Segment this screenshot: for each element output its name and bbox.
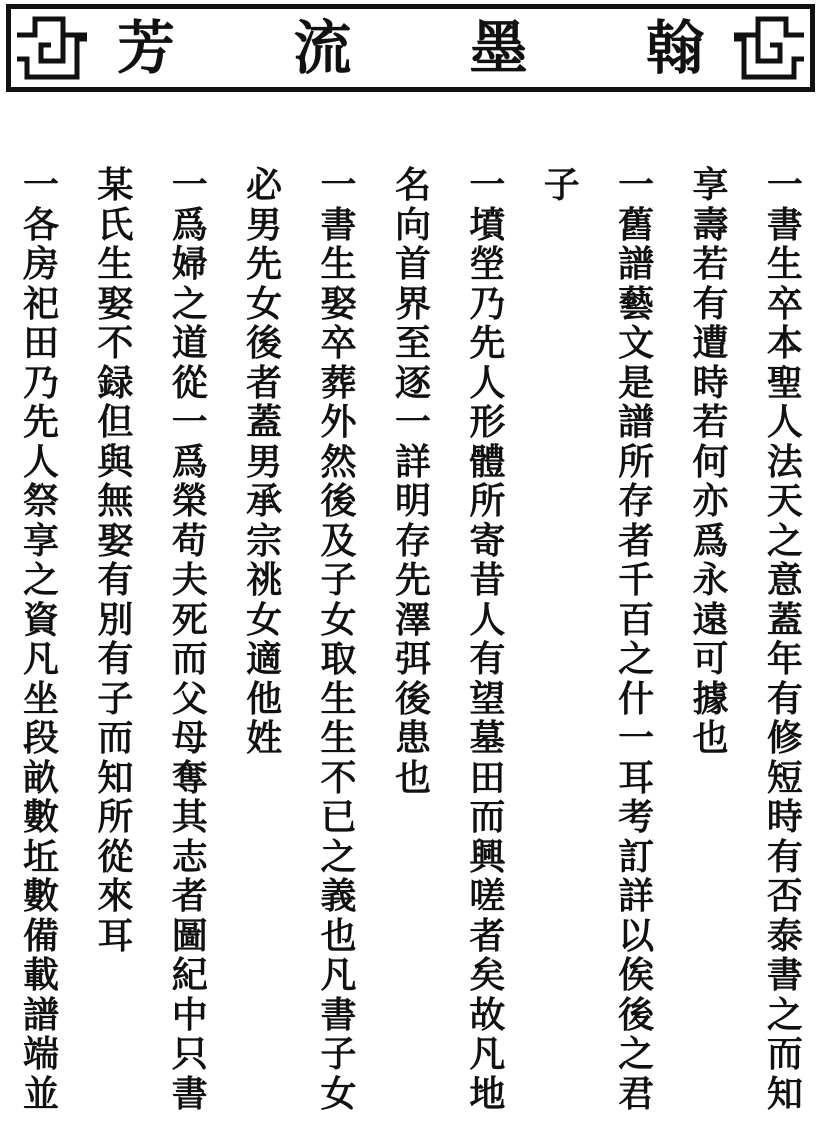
- text-char: 段: [22, 717, 59, 759]
- text-char: 死: [171, 598, 208, 641]
- text-char: 先: [469, 322, 506, 364]
- text-char: 凡: [320, 954, 357, 996]
- text-char: 君: [618, 1072, 655, 1115]
- text-char: 女: [320, 1072, 357, 1115]
- text-char: 他: [246, 677, 283, 720]
- text-char: 一: [320, 164, 357, 206]
- text-char: 生: [320, 243, 357, 285]
- text-char: 何: [692, 440, 729, 483]
- text-char: 而: [97, 717, 134, 759]
- text-char: 數: [22, 875, 59, 917]
- text-char: 是: [618, 361, 655, 404]
- text-char: 什: [618, 677, 655, 720]
- text-char: 聖: [766, 361, 803, 404]
- text-char: 必: [246, 164, 283, 206]
- text-char: 爲: [171, 440, 208, 483]
- text-char: 姓: [246, 717, 283, 759]
- text-char: 澤: [394, 598, 431, 641]
- text-char: 人: [22, 440, 59, 483]
- text-char: 之: [171, 282, 208, 325]
- text-char: 據: [692, 677, 729, 720]
- text-char: 書: [766, 954, 803, 996]
- text-char: 所: [97, 796, 134, 838]
- text-char: 也: [394, 756, 431, 799]
- text-char: 不: [97, 322, 134, 364]
- text-char: 有: [469, 638, 506, 680]
- text-char: 若: [692, 401, 729, 443]
- fret-ornament-left-icon: [17, 15, 87, 81]
- text-char: 墓: [469, 717, 506, 759]
- text-char: 坵: [22, 835, 59, 878]
- text-char: 只: [171, 1033, 208, 1075]
- text-char: 享: [22, 519, 59, 562]
- text-char: 之: [320, 835, 357, 878]
- text-char: 從: [97, 835, 134, 878]
- text-char: 譜: [618, 401, 655, 443]
- text-char: 本: [766, 322, 803, 364]
- text-char: 至: [394, 322, 431, 364]
- text-char: 有: [766, 835, 803, 878]
- text-char: 取: [320, 638, 357, 680]
- text-char: 畝: [22, 756, 59, 799]
- text-char: 遭: [692, 322, 729, 364]
- text-char: 俟: [618, 954, 655, 996]
- text-char: 之: [618, 1033, 655, 1075]
- text-char: 圖: [171, 914, 208, 957]
- vertical-text-body: [18, 166, 808, 1138]
- text-char: 卒: [320, 322, 357, 364]
- text-char: 一: [171, 164, 208, 206]
- text-char: 乃: [469, 282, 506, 325]
- text-char: 而: [766, 1033, 803, 1075]
- text-char: 壽: [692, 203, 729, 246]
- text-char: 各: [22, 203, 59, 246]
- text-char: 數: [22, 796, 59, 838]
- text-char: 先: [394, 559, 431, 601]
- text-char: 書: [320, 993, 357, 1036]
- text-char: 凡: [22, 638, 59, 680]
- text-char: 及: [320, 519, 357, 562]
- text-char: 爲: [692, 519, 729, 562]
- text-char: 婦: [171, 243, 208, 285]
- text-char: 所: [469, 480, 506, 522]
- text-char: 文: [618, 322, 655, 364]
- text-char: 一: [171, 401, 208, 443]
- text-char: 患: [394, 717, 431, 759]
- text-char: 形: [469, 401, 506, 443]
- text-char: 耳: [618, 756, 655, 799]
- text-char: 娶: [97, 282, 134, 325]
- text-char: 女: [320, 598, 357, 641]
- text-column: [539, 166, 585, 1138]
- text-char: 以: [618, 914, 655, 957]
- text-column: [18, 166, 64, 1138]
- text-char: 別: [97, 598, 134, 641]
- text-char: 女: [246, 598, 283, 641]
- text-char: 也: [320, 914, 357, 957]
- text-char: 道: [171, 322, 208, 364]
- text-char: 譜: [618, 243, 655, 285]
- text-char: 志: [171, 835, 208, 878]
- text-char: 有: [97, 559, 134, 601]
- text-char: 女: [246, 282, 283, 325]
- text-char: 者: [171, 875, 208, 917]
- page-title: [101, 9, 720, 87]
- text-column: [762, 166, 808, 1138]
- text-char: 録: [97, 361, 134, 404]
- text-char: 名: [394, 164, 431, 206]
- text-char: 千: [618, 559, 655, 601]
- text-char: 父: [171, 677, 208, 720]
- text-char: 塋: [469, 243, 506, 285]
- text-char: 子: [97, 677, 134, 720]
- text-char: 首: [394, 243, 431, 285]
- text-char: 蓋: [766, 598, 803, 641]
- text-char: 資: [22, 598, 59, 641]
- text-char: 適: [246, 638, 283, 680]
- text-char: 坐: [22, 677, 59, 720]
- text-char: 詳: [618, 875, 655, 917]
- text-char: 凡: [469, 1033, 506, 1075]
- text-char: 蓋: [246, 401, 283, 443]
- text-char: 生: [97, 243, 134, 285]
- text-char: 男: [246, 440, 283, 483]
- text-char: 榮: [171, 480, 208, 522]
- text-char: 百: [618, 598, 655, 641]
- text-char: 人: [766, 401, 803, 443]
- text-column: [241, 166, 287, 1138]
- text-char: 祧: [246, 559, 283, 601]
- text-char: 也: [692, 717, 729, 759]
- text-char: 其: [171, 796, 208, 838]
- text-char: 娶: [97, 519, 134, 562]
- text-char: 而: [469, 796, 506, 838]
- text-char: 法: [766, 440, 803, 483]
- text-char: 時: [692, 361, 729, 404]
- text-char: 嗟: [469, 875, 506, 917]
- text-char: 而: [171, 638, 208, 680]
- text-char: 故: [469, 993, 506, 1036]
- text-char: 之: [22, 559, 59, 601]
- text-char: 子: [543, 164, 580, 206]
- text-char: 後: [618, 993, 655, 1036]
- text-char: 一: [394, 401, 431, 443]
- text-char: 田: [22, 322, 59, 364]
- text-column: [167, 166, 213, 1138]
- text-char: 夫: [171, 559, 208, 601]
- text-char: 望: [469, 677, 506, 720]
- text-column: [464, 166, 510, 1138]
- text-char: 體: [469, 440, 506, 483]
- text-char: 乃: [22, 361, 59, 404]
- text-char: 訂: [618, 835, 655, 878]
- text-char: 紀: [171, 954, 208, 996]
- text-char: 一: [618, 717, 655, 759]
- text-char: 母: [171, 717, 208, 759]
- text-char: 可: [692, 638, 729, 680]
- title-char: 翰: [645, 14, 704, 82]
- text-char: 氏: [97, 203, 134, 246]
- text-char: 娶: [320, 282, 357, 325]
- text-char: 端: [22, 1033, 59, 1075]
- text-char: 昔: [469, 559, 506, 601]
- text-char: 泰: [766, 914, 803, 957]
- text-char: 興: [469, 835, 506, 878]
- text-char: 年: [766, 638, 803, 680]
- text-char: 享: [692, 164, 729, 206]
- text-char: 知: [766, 1072, 803, 1115]
- text-char: 義: [320, 875, 357, 917]
- text-char: 向: [394, 203, 431, 246]
- text-char: 卒: [766, 282, 803, 325]
- text-column: [688, 166, 734, 1138]
- text-char: 葬: [320, 361, 357, 404]
- text-char: 有: [692, 282, 729, 325]
- text-char: 遠: [692, 598, 729, 641]
- text-char: 考: [618, 796, 655, 838]
- text-char: 並: [22, 1072, 59, 1115]
- text-char: 中: [171, 993, 208, 1036]
- text-char: 某: [97, 164, 134, 206]
- text-char: 有: [766, 677, 803, 720]
- text-char: 者: [618, 519, 655, 562]
- text-column: [316, 166, 362, 1138]
- text-char: 生: [766, 243, 803, 285]
- text-char: 否: [766, 875, 803, 917]
- text-char: 生: [320, 677, 357, 720]
- text-char: 後: [246, 322, 283, 364]
- text-char: 之: [766, 993, 803, 1036]
- text-char: 來: [97, 875, 134, 917]
- text-char: 生: [320, 717, 357, 759]
- text-char: 意: [766, 559, 803, 601]
- text-char: 子: [320, 559, 357, 601]
- text-char: 永: [692, 559, 729, 601]
- text-char: 承: [246, 480, 283, 522]
- text-char: 之: [618, 638, 655, 680]
- text-char: 奪: [171, 756, 208, 799]
- text-char: 一: [766, 164, 803, 206]
- text-char: 從: [171, 361, 208, 404]
- text-char: 已: [320, 796, 357, 838]
- text-char: 弭: [394, 638, 431, 680]
- text-char: 子: [320, 1033, 357, 1075]
- text-char: 寄: [469, 519, 506, 562]
- text-char: 時: [766, 796, 803, 838]
- text-char: 人: [469, 361, 506, 404]
- text-char: 外: [320, 401, 357, 443]
- title-char: 芳: [117, 14, 176, 82]
- text-char: 修: [766, 717, 803, 759]
- text-char: 有: [97, 638, 134, 680]
- text-char: 書: [320, 203, 357, 246]
- text-char: 藝: [618, 282, 655, 325]
- text-char: 不: [320, 756, 357, 799]
- text-char: 備: [22, 914, 59, 957]
- text-char: 後: [394, 677, 431, 720]
- text-char: 房: [22, 243, 59, 285]
- text-column: [613, 166, 659, 1138]
- text-char: 明: [394, 480, 431, 522]
- text-char: 載: [22, 954, 59, 996]
- text-char: 若: [692, 243, 729, 285]
- text-char: 亦: [692, 480, 729, 522]
- text-char: 者: [469, 914, 506, 957]
- text-char: 男: [246, 203, 283, 246]
- text-char: 所: [618, 440, 655, 483]
- text-char: 爲: [171, 203, 208, 246]
- text-char: 詳: [394, 440, 431, 483]
- text-char: 者: [246, 361, 283, 404]
- text-char: 祭: [22, 480, 59, 522]
- text-char: 一: [618, 164, 655, 206]
- text-char: 存: [618, 480, 655, 522]
- text-char: 田: [469, 756, 506, 799]
- text-char: 與: [97, 440, 134, 483]
- text-char: 苟: [171, 519, 208, 562]
- text-char: 地: [469, 1072, 506, 1115]
- text-char: 無: [97, 480, 134, 522]
- text-char: 譜: [22, 993, 59, 1036]
- text-char: 後: [320, 480, 357, 522]
- text-char: 界: [394, 282, 431, 325]
- text-char: 先: [246, 243, 283, 285]
- text-char: 人: [469, 598, 506, 641]
- text-char: 存: [394, 519, 431, 562]
- text-char: 書: [171, 1072, 208, 1115]
- text-char: 矣: [469, 954, 506, 996]
- text-char: 宗: [246, 519, 283, 562]
- text-char: 書: [766, 203, 803, 246]
- text-char: 舊: [618, 203, 655, 246]
- text-char: 逐: [394, 361, 431, 404]
- title-banner: [6, 4, 815, 92]
- text-char: 天: [766, 480, 803, 522]
- text-char: 之: [766, 519, 803, 562]
- text-char: 一: [469, 164, 506, 206]
- text-char: 墳: [469, 203, 506, 246]
- text-char: 但: [97, 401, 134, 443]
- text-char: 耳: [97, 914, 134, 957]
- title-char: 墨: [469, 14, 528, 82]
- title-char: 流: [293, 14, 352, 82]
- text-char: 知: [97, 756, 134, 799]
- text-column: [390, 166, 436, 1138]
- text-char: 先: [22, 401, 59, 443]
- text-char: 然: [320, 440, 357, 483]
- text-char: 一: [22, 164, 59, 206]
- fret-ornament-right-icon: [734, 15, 804, 81]
- text-column: [92, 166, 138, 1138]
- text-char: 短: [766, 756, 803, 799]
- text-char: 祀: [22, 282, 59, 325]
